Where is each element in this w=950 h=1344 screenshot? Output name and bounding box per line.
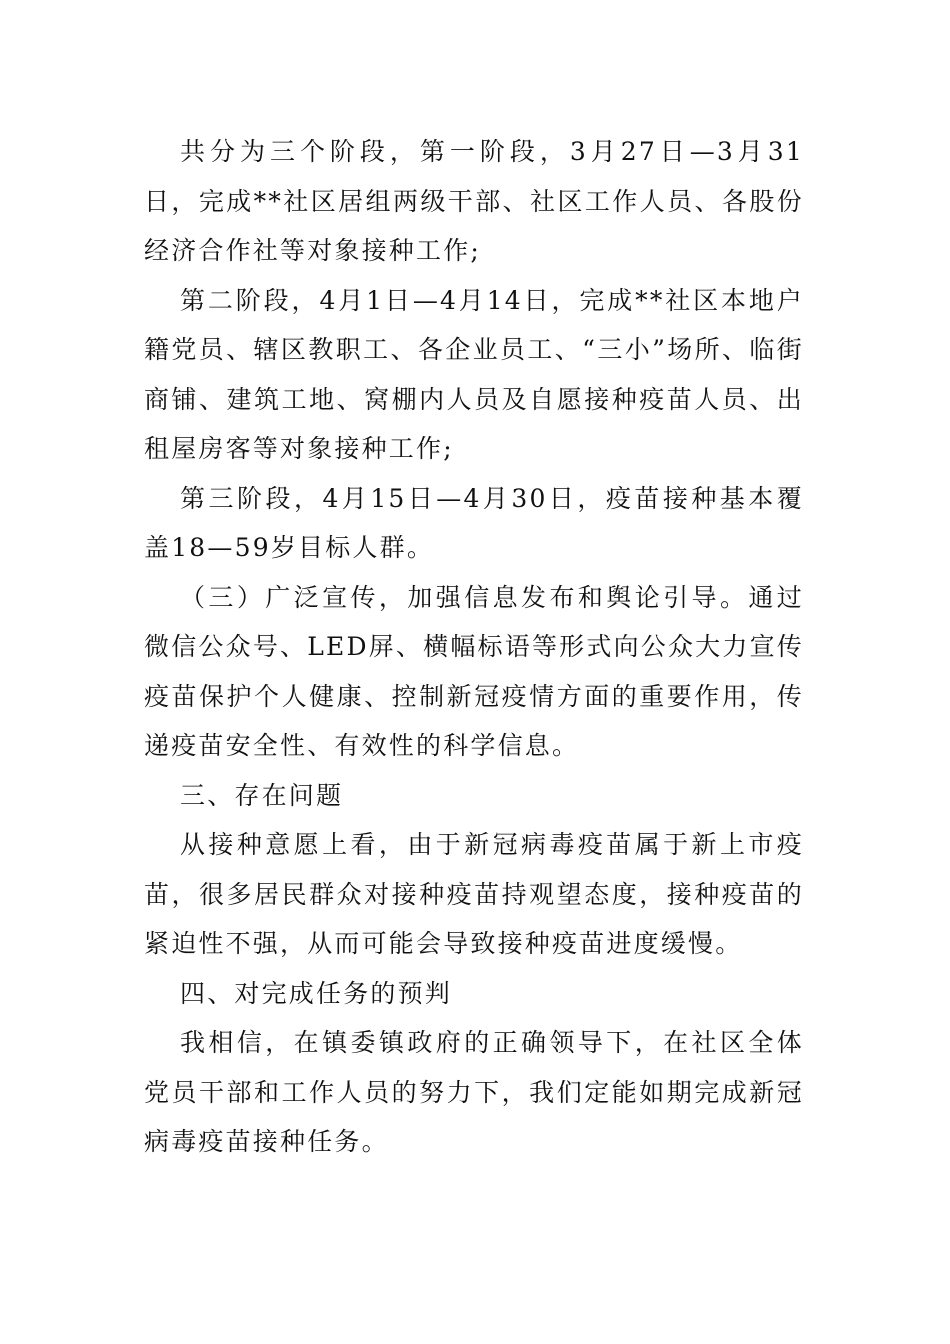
document-body — [144, 127, 804, 1167]
paragraph-problems: 从接种意愿上看，由于新冠病毒疫苗属于新上市疫苗，很多居民群众对接种疫苗持观望态度，接种疫苗的紧迫性不强，从而可能会导致接种疫苗进度缓慢。 — [144, 830, 804, 958]
paragraph-publicity: （三）广泛宣传，加强信息发布和舆论引导。通过微信公众号、LED屏、横幅标语等形式向公众大力宣传疫苗保护个人健康、控制新冠疫情方面的重要作用，传递疫苗安全性、有效性的科学信息。 — [144, 582, 804, 760]
paragraph-stage-three: 第三阶段，4月15日—4月30日，疫苗接种基本覆盖18—59岁目标人群。 — [144, 483, 804, 562]
section-heading-problems: 三、存在问题 — [180, 780, 344, 810]
section-heading-forecast: 四、对完成任务的预判 — [180, 978, 453, 1008]
paragraph-stage-one: 共分为三个阶段，第一阶段，3月27日—3月31日，完成**社区居组两级干部、社区工作人员、各股份经济合作社等对象接种工作; — [144, 137, 804, 265]
paragraph-forecast: 我相信，在镇委镇政府的正确领导下，在社区全体党员干部和工作人员的努力下，我们定能如期完成新冠病毒疫苗接种任务。 — [144, 1028, 804, 1156]
paragraph-stage-two: 第二阶段，4月1日—4月14日，完成**社区本地户籍党员、辖区教职工、各企业员工、“三小”场所、临街商铺、建筑工地、窝棚内人员及自愿接种疫苗人员、出租屋房客等对象接种工作; — [144, 285, 804, 463]
